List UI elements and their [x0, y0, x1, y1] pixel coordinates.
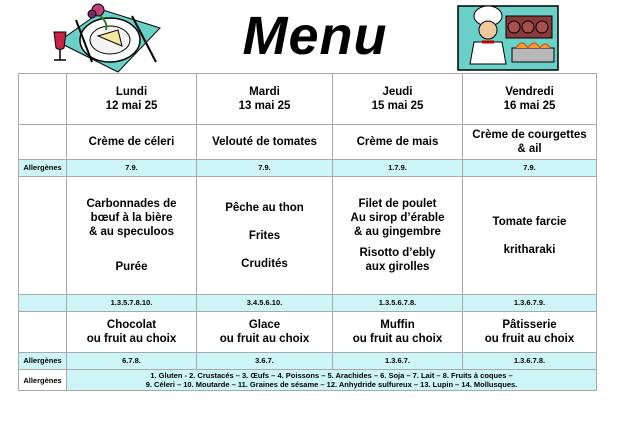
allergen-label: Allergènes — [19, 353, 67, 370]
main-dish-row — [19, 177, 597, 295]
soup-jeudi: Crème de mais — [333, 125, 463, 160]
allergen-label: Allergènes — [19, 370, 67, 391]
main-mardi: Pêche au thon Frites Crudités — [197, 177, 333, 295]
dessert-lundi: Chocolat ou fruit au choix — [67, 312, 197, 353]
soup-mardi: Velouté de tomates — [197, 125, 333, 160]
allergen-label: Allergènes — [19, 160, 67, 177]
soup-allergens-jeudi: 1.7.9. — [333, 160, 463, 177]
main-allergens-mardi: 3.4.5.6.10. — [197, 295, 333, 312]
day-header-mardi: Mardi 13 mai 25 — [197, 74, 333, 125]
soup-allergens-lundi: 7.9. — [67, 160, 197, 177]
dessert-row — [19, 312, 597, 353]
main-vendredi: Tomate farcie kritharaki — [463, 177, 597, 295]
main-lundi: Carbonnades de bœuf à la bière & au speculoos Purée — [67, 177, 197, 295]
corner-cell — [19, 74, 67, 125]
dessert-vendredi: Pâtisserie ou fruit au choix — [463, 312, 597, 353]
soup-allergens-mardi: 7.9. — [197, 160, 333, 177]
dessert-mardi: Glace ou fruit au choix — [197, 312, 333, 353]
day-header-row — [19, 74, 597, 125]
main-allergens-lundi: 1.3.5.7.8.10. — [67, 295, 197, 312]
day-header-vendredi: Vendredi 16 mai 25 — [463, 74, 597, 125]
allergen-legend-row — [19, 370, 597, 391]
table-setting-illustration — [48, 2, 168, 74]
soup-row — [19, 125, 597, 160]
dessert-jeudi: Muffin ou fruit au choix — [333, 312, 463, 353]
dessert-allergens-lundi: 6.7.8. — [67, 353, 197, 370]
main-allergens-row — [19, 295, 597, 312]
page-title: Menu — [242, 6, 388, 66]
day-header-lundi: Lundi 12 mai 25 — [67, 74, 197, 125]
soup-allergens-vendredi: 7.9. — [463, 160, 597, 177]
day-header-jeudi: Jeudi 15 mai 25 — [333, 74, 463, 125]
soup-label-cell — [19, 125, 67, 160]
dessert-allergens-vendredi: 1.3.6.7.8. — [463, 353, 597, 370]
chef-illustration — [452, 2, 564, 74]
main-allergens-jeudi: 1.3.5.6.7.8. — [333, 295, 463, 312]
main-allergens-label-cell — [19, 295, 67, 312]
dessert-allergens-jeudi: 1.3.6.7. — [333, 353, 463, 370]
soup-lundi: Crème de céleri — [67, 125, 197, 160]
weekly-menu-table — [18, 73, 597, 391]
allergen-legend: 1. Gluten - 2. Crustacés – 3. Œufs – 4. Poissons – 5. Arachides – 6. Soja – 7. Lait – 8. Fruits à coques – 9. Céleri – 10. Moutarde – 11. Graines de sésame – 12. Anhydride sulfureux – 13. Lupin – 14. Mollusques. — [67, 370, 597, 391]
main-label-cell — [19, 177, 67, 295]
soup-vendredi: Crème de courgettes & ail — [463, 125, 597, 160]
dessert-label-cell — [19, 312, 67, 353]
main-allergens-vendredi: 1.3.6.7.9. — [463, 295, 597, 312]
main-jeudi: Filet de poulet Au sirop d’érable & au gingembre Risotto d’ebly aux girolles — [333, 177, 463, 295]
soup-allergens-row — [19, 160, 597, 177]
dessert-allergens-row — [19, 353, 597, 370]
dessert-allergens-mardi: 3.6.7. — [197, 353, 333, 370]
